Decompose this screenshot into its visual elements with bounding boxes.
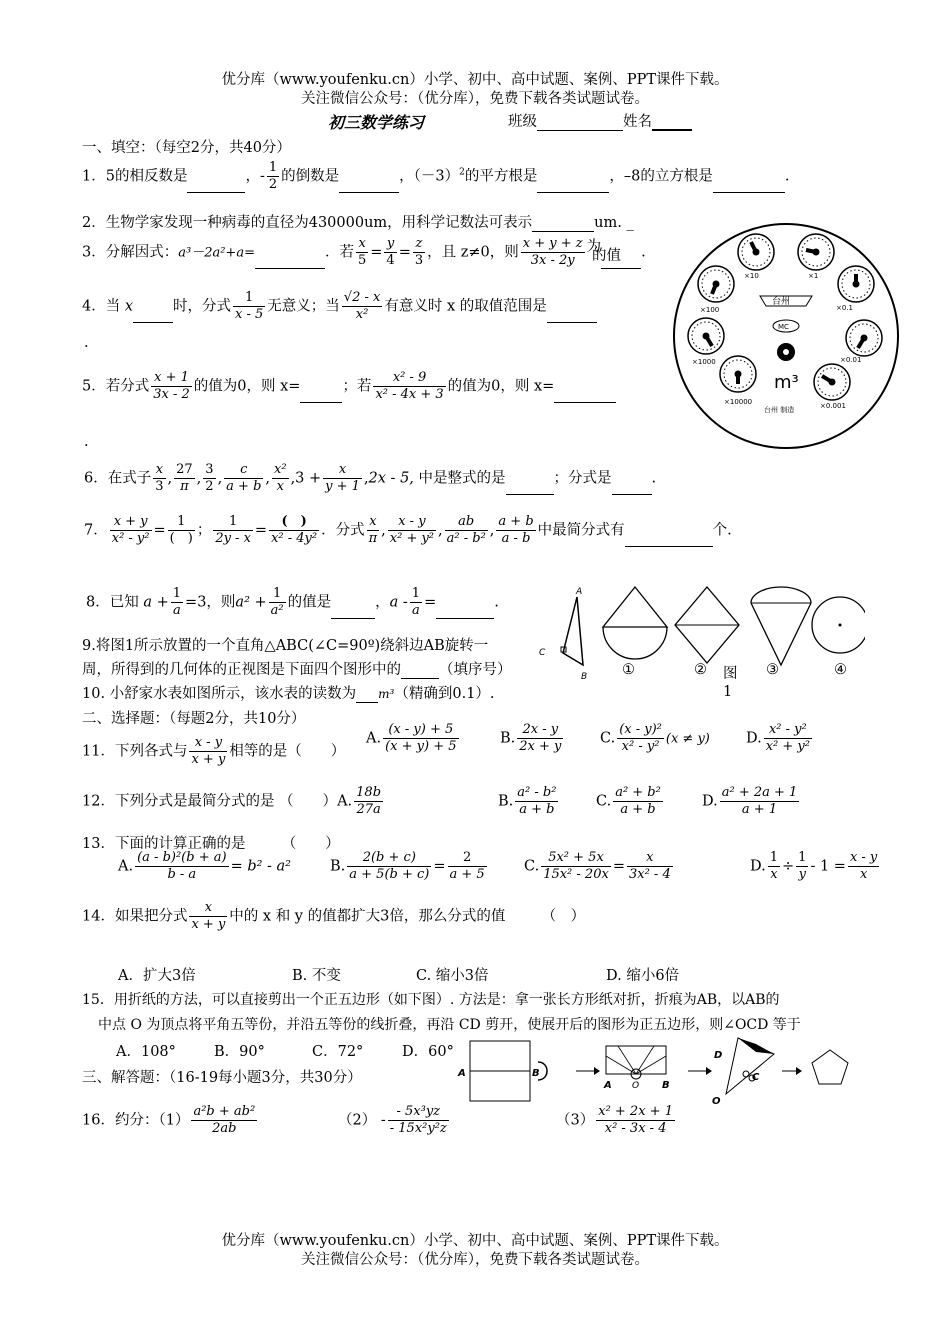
right-triangle-figure <box>539 587 587 682</box>
pentagon-shape <box>812 1050 848 1084</box>
shape-label-2: ② <box>694 662 707 678</box>
q4-dot: . <box>84 335 89 351</box>
question-4: 4．当 x 时，分式 $\frac{1}{x - 5}$ 无意义；当 $\frac{√2 - x}{\text{x²}}$ 有意义时 x 的取值范围是 <box>82 290 597 323</box>
dial-x10000 <box>720 356 756 392</box>
svg-text:C: C <box>752 1072 760 1083</box>
page-title: 初三数学练习 <box>328 113 425 132</box>
svg-text:O: O <box>632 1081 640 1091</box>
question-7: 7． $\frac{x + y}{\text{x² - y²}}$ = $\frac{1}{( )}$ ； $\frac{1}{2y - x}$ = $\frac{( )}{\text{x² - 4y²}}$ ．分式 $\frac{x}{\pi}$ , $\frac{x - y}{\text{x² + y²}}$ , $\frac{ab}{\text{a² - b²}}$ , $\frac{a + b}{a - b}$ 中最简分式有 个. <box>84 514 732 546</box>
meter-maker: 台州 制造 <box>764 406 795 414</box>
question-11: 11．下列各式与 $\frac{x - y}{x + y}$ 相等的是（ ） <box>82 735 346 767</box>
question-16: 16．约分：（1） $\frac{\text{a²b + ab²}}{2ab}$ <box>82 1104 256 1136</box>
header-line-2: 关注微信公众号：（优分库），免费下载各类试题试卷。 <box>301 91 649 107</box>
q3-value-word: 的值 <box>592 248 621 264</box>
q5-dot: . <box>84 434 89 450</box>
figure-1-label: 图1 <box>723 666 738 700</box>
dial-x0.01 <box>846 320 882 356</box>
paper-folding-figure <box>456 1034 866 1112</box>
shape-2 <box>675 587 739 663</box>
question-3: 3．分解因式：a³－2a²+a= ．若 $\frac{x}{5}$ = $\frac{y}{4}$ = $\frac{z}{3}$ ，且 z≠0，则 $\frac{x + y + z}{3x - 2y}$ 为 . <box>82 236 646 268</box>
question-15-line-2: 中点 O 为顶点将平角五等份，并沿五等份的线折叠，再沿 CD 剪开，使展开后的图形为正五边形，则∠OCD 等于 <box>98 1017 801 1033</box>
q14-option-c: C. 缩小3倍 <box>416 968 489 984</box>
mult-label-x0.01: ×0.01 <box>840 356 862 364</box>
q13-option-d: D. $\frac{1}{x}$ ÷ $\frac{1}{y}$ - 1 = $\frac{x - y}{x}$ <box>750 850 878 882</box>
dial-x1 <box>798 234 834 270</box>
svg-text:O: O <box>712 1096 721 1107</box>
name-label: 姓名 <box>623 114 652 130</box>
q15-option-d: D．60° <box>402 1044 454 1060</box>
q16-part-3: （3） $\frac{\text{x² + 2x + 1}}{\text{x² - 3x - 4}}$ <box>556 1104 673 1136</box>
q11-option-d: D. $\frac{\text{x² - y²}}{\text{x² + y²}}$ <box>746 722 810 754</box>
mult-label-x100: ×100 <box>700 306 720 314</box>
q15-option-b: B．90° <box>214 1044 265 1060</box>
q13-option-a: A. $\frac{\text{(a - b)²(b + a)}}{b - a}$ = b² - a² <box>118 850 291 882</box>
question-9-line-2: 周，所得到的几何体的正视图是下面四个图形中的 （填序号） <box>82 662 512 678</box>
svg-text:B: B <box>581 672 588 682</box>
shape-4 <box>812 597 865 653</box>
section-2-heading: 二、选择题：（每题2分，共10分） <box>82 711 306 727</box>
q11-option-c: C. $\frac{\text{(x - y)²}}{\text{x² - y²}}$ (x ≠ y) <box>600 722 710 754</box>
question-13: 13．下面的计算正确的是 （ ） <box>82 836 340 852</box>
question-10: 10. 小舒家水表如图所示，该水表的读数为 m³（精确到0.1）. <box>82 686 495 702</box>
mult-label-x0.1: ×0.1 <box>836 304 853 312</box>
section-1-heading: 一、填空：（每空2分，共40分） <box>82 140 291 156</box>
shape-label-4: ④ <box>834 662 847 678</box>
q14-option-b: B. 不变 <box>292 968 341 984</box>
shape-3 <box>751 587 811 665</box>
question-15-line-1: 15．用折纸的方法，可以直接剪出一个正五边形（如下图）. 方法是：拿一张长方形纸对折，折痕为AB，以AB的 <box>82 992 780 1008</box>
header-line-1: 优分库（www.youfenku.cn）小学、初中、高中试题、案例、PPT课件下载。 <box>221 72 729 88</box>
question-2: 2．生物学家发现一种病毒的直径为430000um，用科学记数法可表示 um. _ <box>82 215 634 231</box>
question-14: 14．如果把分式 $\frac{x}{x + y}$ 中的 x 和 y 的值都扩大3倍，那么分式的值 （ ） <box>82 900 586 932</box>
shape-1 <box>603 587 667 659</box>
q12-option-d: D. $\frac{\text{a² + 2a + 1}}{a + 1}$ <box>702 785 798 817</box>
question-5: 5．若分式 $\frac{x + 1}{3x - 2}$ 的值为0，则 x= ；若 $\frac{\text{x² - 9}}{\text{x² - 4x + 3}}$ 的值为0，则 x= <box>82 370 616 403</box>
meter-brand: 台州 <box>772 297 791 307</box>
svg-text:B: B <box>532 1068 540 1079</box>
q11-option-b: B. $\frac{2x - y}{2x + y}$ <box>500 722 562 754</box>
footer-line-2: 关注微信公众号：（优分库），免费下载各类试题试卷。 <box>301 1252 649 1268</box>
shape-label-3: ③ <box>766 662 779 678</box>
class-label: 班级 <box>508 114 537 130</box>
mult-label-x1: ×1 <box>808 272 819 280</box>
dial-x10 <box>738 234 774 270</box>
svg-text:A: A <box>458 1068 466 1079</box>
svg-text:A: A <box>604 1080 612 1091</box>
svg-text:A: A <box>576 587 583 597</box>
question-12: 12．下列分式是最简分式的是 （ ）A. $\frac{18b}{27a}$ <box>82 785 382 817</box>
svg-text:C: C <box>539 648 546 658</box>
mult-label-x1000: ×1000 <box>692 358 716 366</box>
shape-label-1: ① <box>622 662 635 678</box>
class-field <box>508 110 692 131</box>
q14-option-a: A．扩大3倍 <box>118 968 196 984</box>
dial-x0.1 <box>838 266 874 302</box>
section-3-heading: 三、解答题：（16-19每小题3分，共30分） <box>82 1070 362 1086</box>
question-9-line-1: 9.将图1所示放置的一个直角△ABC(∠C=90º)绕斜边AB旋转一 <box>82 638 489 654</box>
dial-x100 <box>698 266 734 302</box>
q14-option-d: D. 缩小6倍 <box>606 968 680 984</box>
q15-option-c: C．72° <box>312 1044 364 1060</box>
q11-option-a: A. $\frac{(x - y) + 5}{(x + y) + 5}$ <box>366 722 457 754</box>
q12-option-c: C. $\frac{\text{a² + b²}}{a + b}$ <box>596 785 661 817</box>
rotation-figure <box>535 585 865 695</box>
svg-text:B: B <box>662 1080 670 1091</box>
question-6: 6．在式子 $\frac{x}{3}$ , $\frac{27}{\pi}$ , $\frac{3}{2}$ , $\frac{c}{a + b}$ , $\frac{\text{x²}}{x}$ ,3 + $\frac{x}{y + 1}$ ,2x - 5, 中是整式的是 ；分式是 . <box>84 462 657 494</box>
svg-text:D: D <box>714 1050 723 1061</box>
question-1: 1．5的相反数是 ，- $\frac{1}{2}$ 的倒数是 ，$(-3)^2$的平方根是 ，–8的立方根是 . <box>82 160 790 192</box>
dial-x0.001 <box>814 364 850 400</box>
mult-label-x10: ×10 <box>744 272 759 280</box>
q13-option-b: B. $\frac{2(b + c)}{a + 5(b + c)}$ = $\frac{2}{a + 5}$ <box>330 850 485 882</box>
question-8: 8．已知 a + $\frac{1}{a}$ =3，则a² + $\frac{1}{\text{a²}}$ 的值是 ，a - $\frac{1}{a}$ = . <box>86 586 499 618</box>
mult-label-x0.001: ×0.001 <box>820 402 846 410</box>
mult-label-x10000: ×10000 <box>724 398 753 406</box>
meter-mc: MC <box>778 323 789 331</box>
q13-option-c: C. $\frac{\text{5x² + 5x}}{\text{15x² - 20x}}$ = $\frac{x}{\text{3x² - 4}}$ <box>524 850 671 882</box>
q12-option-b: B. $\frac{\text{a² - b²}}{a + b}$ <box>498 785 557 817</box>
q15-option-a: A．108° <box>116 1044 176 1060</box>
meter-unit: m³ <box>774 372 799 393</box>
dial-x1000 <box>688 318 724 354</box>
footer-line-1: 优分库（www.youfenku.cn）小学、初中、高中试题、案例、PPT课件下载。 <box>221 1233 729 1249</box>
water-meter <box>672 222 900 450</box>
q16-part-2: （2） - $\frac{\text{- 5x³yz}}{\text{- 15x²y²z}}$ <box>338 1104 447 1136</box>
